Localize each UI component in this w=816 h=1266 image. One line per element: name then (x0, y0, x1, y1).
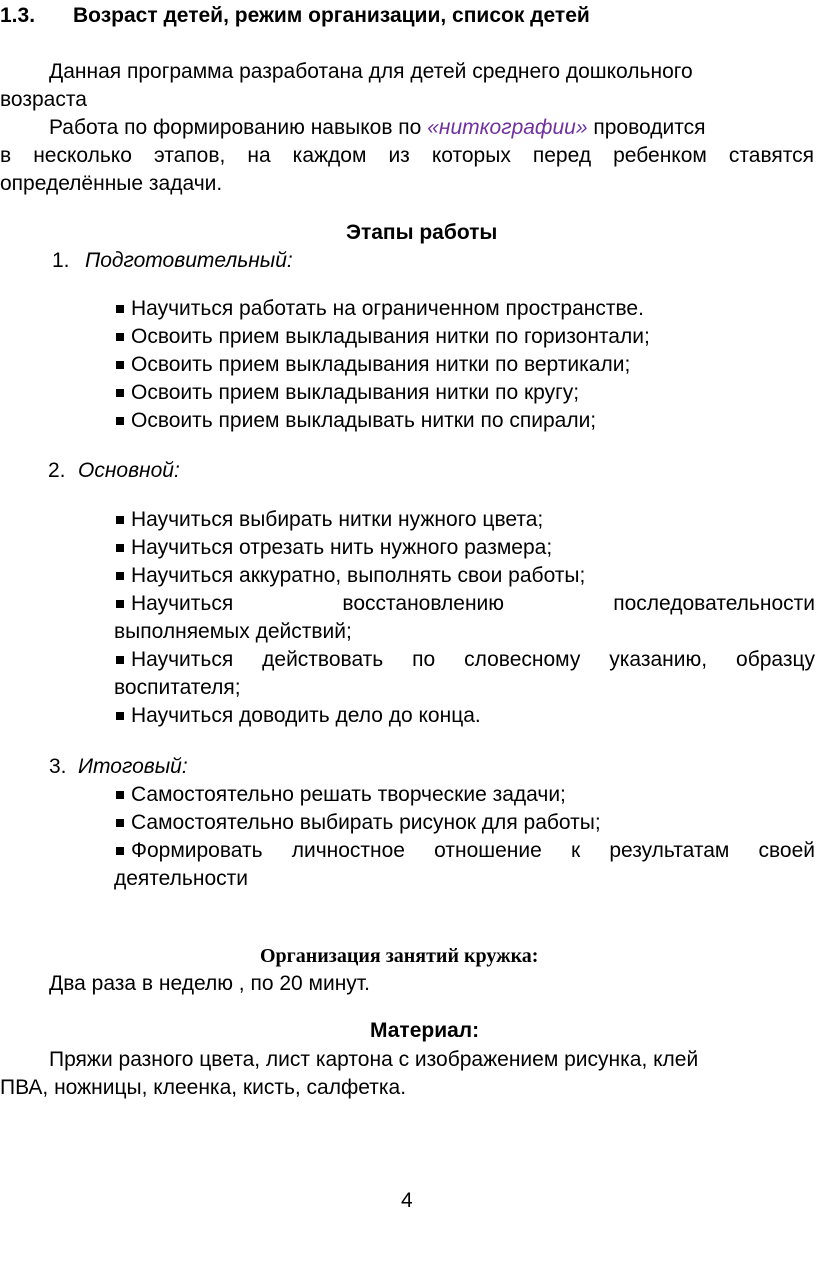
stage-3-number: 3. (49, 755, 67, 778)
bullet-icon (116, 712, 124, 720)
stage-2-item: Научиться отрезать нить нужного размера; (131, 536, 553, 559)
stage-1-number: 1. (52, 249, 70, 272)
bullet-icon (116, 333, 124, 341)
intro-paragraph-2-line-2: в несколько этапов, на каждом из которых перед ребенком ставятся (0, 144, 814, 167)
bullet-icon (116, 819, 124, 827)
stage-3-item-3-line-1: Формировать личностное отношение к результатам своей (131, 839, 815, 862)
stage-2-item-5-line-2: воспитателя; (114, 676, 241, 699)
stage-2-item-5-line-1: Научиться действовать по словесному указанию, образцу (131, 648, 815, 671)
stage-1-item: Освоить прием выкладывания нитки по кругу; (131, 381, 580, 404)
section-title: Возраст детей, режим организации, список детей (73, 4, 590, 27)
intro-paragraph-2-pre: Работа по формированию навыков по (49, 116, 422, 139)
intro-paragraph-2-line-3: определённые задачи. (0, 172, 223, 195)
bullet-icon (116, 544, 124, 552)
bullet-icon (116, 572, 124, 580)
stages-heading: Этапы работы (346, 221, 498, 244)
bullet-icon (116, 847, 124, 855)
stage-1-item: Освоить прием выкладывания нитки по горизонтали; (131, 325, 650, 348)
stage-1-title: Подготовительный: (85, 249, 293, 272)
stage-3-title: Итоговый: (78, 755, 188, 778)
stage-2-item: Научиться выбирать нитки нужного цвета; (131, 508, 544, 531)
stage-2-item: Научиться доводить дело до конца. (131, 704, 481, 727)
stage-3-item-3-line-2: деятельности (114, 867, 248, 890)
nitkografiya-term: «ниткографии» (427, 116, 588, 139)
intro-paragraph-2-line-1 (49, 114, 705, 142)
section-number: 1.3. (0, 4, 36, 27)
organization-text: Два раза в неделю , по 20 минут. (49, 972, 370, 995)
stage-2-item-4-line-1: Научиться восстановлению последовательности (131, 592, 815, 615)
bullet-icon (116, 516, 124, 524)
stage-1-item: Освоить прием выкладывать нитки по спирали; (131, 409, 597, 432)
stage-3-item: Самостоятельно решать творческие задачи; (131, 783, 566, 806)
material-line-1: Пряжи разного цвета, лист картона с изображением рисунка, клей (49, 1048, 699, 1071)
material-heading: Материал: (370, 1019, 480, 1042)
intro-paragraph-2-post: проводится (593, 116, 706, 139)
stage-1-item: Научиться работать на ограниченном пространстве. (131, 297, 644, 320)
bullet-icon (116, 305, 124, 313)
bullet-icon (116, 791, 124, 799)
bullet-icon (116, 389, 124, 397)
page-number: 4 (401, 1189, 413, 1212)
stage-2-number: 2. (48, 459, 66, 482)
stage-3-item: Самостоятельно выбирать рисунок для работы; (131, 811, 601, 834)
stage-1-item: Освоить прием выкладывания нитки по вертикали; (131, 353, 631, 376)
bullet-icon (116, 656, 124, 664)
material-line-2: ПВА, ножницы, клеенка, кисть, салфетка. (0, 1076, 407, 1099)
stage-2-item: Научиться аккуратно, выполнять свои работы; (131, 564, 586, 587)
bullet-icon (116, 600, 124, 608)
stage-2-item-4-line-2: выполняемых действий; (114, 620, 352, 643)
intro-paragraph-1-line-1: Данная программа разработана для детей среднего дошкольного (49, 60, 693, 83)
bullet-icon (116, 361, 124, 369)
organization-heading: Организация занятий кружка: (260, 945, 539, 967)
intro-paragraph-1-line-2: возраста (0, 88, 87, 111)
bullet-icon (116, 417, 124, 425)
stage-2-title: Основной: (78, 459, 180, 482)
